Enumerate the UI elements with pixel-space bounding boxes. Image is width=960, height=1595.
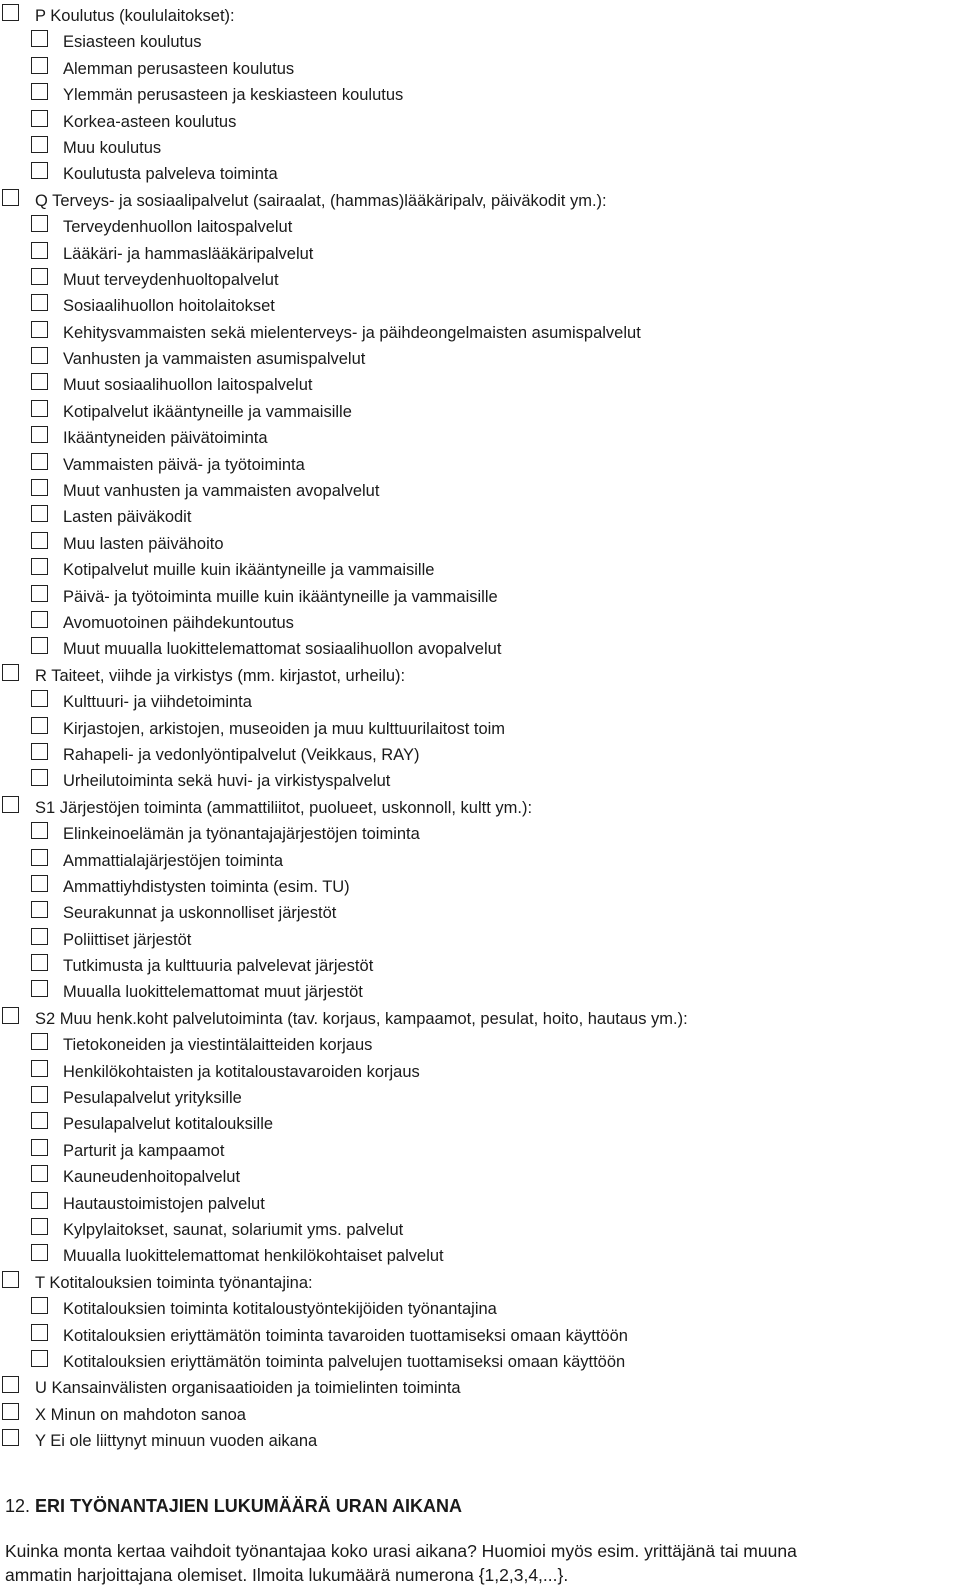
checkbox[interactable] [31,928,48,945]
subcategory-option[interactable] [0,742,960,768]
checkbox[interactable] [2,664,19,681]
option-label: U Kansainvälisten organisaatioiden ja toimielinten toiminta [35,1379,461,1398]
checkbox[interactable] [31,373,48,390]
checkbox[interactable] [31,347,48,364]
checkbox[interactable] [31,558,48,575]
option-label: Muut vanhusten ja vammaisten avopalvelut [63,482,380,501]
category-option[interactable] [0,795,960,821]
option-label: X Minun on mahdoton sanoa [35,1405,246,1424]
checkbox[interactable] [31,215,48,232]
option-label: S2 Muu henk.koht palvelutoiminta (tav. korjaus, kampaamot, pesulat, hoito, hautaus ym.): [35,1009,688,1028]
option-label: Muut terveydenhuoltopalvelut [63,270,279,289]
checkbox[interactable] [31,294,48,311]
checkbox[interactable] [31,743,48,760]
subcategory-option[interactable] [0,241,960,267]
option-label: Vammaisten päivä- ja työtoiminta [63,455,305,474]
subcategory-option[interactable] [0,1032,960,1058]
subcategory-option[interactable] [0,636,960,662]
option-label: Ammattiyhdistysten toiminta (esim. TU) [63,877,350,896]
option-label: Avomuotoinen päihdekuntoutus [63,613,294,632]
subcategory-option[interactable] [0,82,960,108]
subcategory-option[interactable] [0,979,960,1005]
subcategory-option[interactable] [0,56,960,82]
option-label: Kotipalvelut ikääntyneille ja vammaisille [63,402,352,421]
question-line-2: ammatin harjoittajana olemiset. Ilmoita lukumäärä numerona {1,2,3,4,...}. [5,1565,569,1585]
subcategory-option[interactable] [0,1323,960,1349]
option-label: Koulutusta palveleva toiminta [63,165,278,184]
checkbox[interactable] [31,242,48,259]
subcategory-option[interactable] [0,1243,960,1269]
category-option[interactable] [0,1375,960,1401]
category-option[interactable] [0,1428,960,1454]
option-label: Pesulapalvelut kotitalouksille [63,1115,274,1134]
option-label: Ammattialajärjestöjen toiminta [63,851,284,870]
checkbox[interactable] [2,4,19,21]
subcategory-option[interactable] [0,848,960,874]
subcategory-option[interactable] [0,214,960,240]
subcategory-option[interactable] [0,1059,960,1085]
option-label: Muualla luokittelemattomat muut järjestöt [63,983,363,1002]
category-option[interactable] [0,188,960,214]
checkbox[interactable] [31,1244,48,1261]
option-label: Kotitalouksien eriyttämätön toiminta tavaroiden tuottamiseksi omaan käyttöön [63,1326,628,1345]
subcategory-option[interactable] [0,293,960,319]
question-line-1: Kuinka monta kertaa vaihdoit työnantajaa koko urasi aikana? Huomioi myös esim. yrittäjänä tai muuna [5,1541,797,1561]
option-label: Lääkäri- ja hammaslääkäripalvelut [63,244,314,263]
subcategory-option[interactable] [0,320,960,346]
option-label: Kylpylaitokset, saunat, solariumit yms. palvelut [63,1220,404,1239]
checkbox[interactable] [31,717,48,734]
option-label: Sosiaalihuollon hoitolaitokset [63,297,275,316]
checkbox[interactable] [31,769,48,786]
option-label: Parturit ja kampaamot [63,1141,225,1160]
option-label: Kehitysvammaisten sekä mielenterveys- ja päihdeongelmaisten asumispalvelut [63,323,641,342]
option-label: Esiasteen koulutus [63,33,202,52]
subcategory-option[interactable] [0,531,960,557]
checkbox[interactable] [31,110,48,127]
subcategory-option[interactable] [0,504,960,530]
subcategory-option[interactable] [0,267,960,293]
option-label: Muu koulutus [63,138,162,157]
option-label: Tutkimusta ja kulttuuria palvelevat järjestöt [63,957,374,976]
checkbox[interactable] [2,796,19,813]
subcategory-option[interactable] [0,1085,960,1111]
checkbox[interactable] [2,1007,19,1024]
option-label: Q Terveys- ja sosiaalipalvelut (sairaalat, (hammas)lääkäripalv, päiväkodit ym.): [35,191,607,210]
option-label: Kauneudenhoitopalvelut [63,1168,241,1187]
subcategory-option[interactable] [0,346,960,372]
checkbox[interactable] [31,849,48,866]
subcategory-option[interactable] [0,874,960,900]
subcategory-option[interactable] [0,399,960,425]
subcategory-option[interactable] [0,821,960,847]
category-option[interactable] [0,1006,960,1032]
checkbox[interactable] [31,1324,48,1341]
checkbox[interactable] [31,83,48,100]
checkbox[interactable] [31,1060,48,1077]
subcategory-option[interactable] [0,109,960,135]
option-label: S1 Järjestöjen toiminta (ammattiliitot, puolueet, uskonnoll, kultt ym.): [35,798,533,817]
option-label: Kulttuuri- ja viihdetoiminta [63,693,252,712]
subcategory-option[interactable] [0,689,960,715]
subcategory-option[interactable] [0,372,960,398]
subcategory-option[interactable] [0,610,960,636]
subcategory-option[interactable] [0,1164,960,1190]
subcategory-option[interactable] [0,425,960,451]
subcategory-option[interactable] [0,716,960,742]
checkbox[interactable] [31,321,48,338]
checkbox[interactable] [31,400,48,417]
category-option[interactable] [0,663,960,689]
option-label: Muut muualla luokittelemattomat sosiaalihuollon avopalvelut [63,640,502,659]
checkbox-list [0,3,960,1454]
checkbox[interactable] [31,453,48,470]
option-label: Kotipalvelut muille kuin ikääntyneille ja vammaisille [63,561,435,580]
option-label: Ylemmän perusasteen ja keskiasteen koulutus [63,86,404,105]
option-label: Urheilutoiminta sekä huvi- ja virkistyspalvelut [63,772,391,791]
subcategory-option[interactable] [0,1191,960,1217]
subcategory-option[interactable] [0,1111,960,1137]
option-label: Korkea-asteen koulutus [63,112,237,131]
subcategory-option[interactable] [0,29,960,55]
option-label: P Koulutus (koululaitokset): [35,7,235,25]
subcategory-option[interactable] [0,900,960,926]
section-heading [5,1496,462,1517]
subcategory-option[interactable] [0,1349,960,1375]
checkbox[interactable] [31,1218,48,1235]
section-title: ERI TYÖNANTAJIEN LUKUMÄÄRÄ URAN AIKANA [35,1496,463,1516]
subcategory-option[interactable] [0,1296,960,1322]
subcategory-option[interactable] [0,927,960,953]
checkbox[interactable] [31,57,48,74]
option-label: Muu lasten päivähoito [63,534,224,553]
checkbox[interactable] [31,1297,48,1314]
subcategory-option[interactable] [0,768,960,794]
checkbox[interactable] [31,1192,48,1209]
option-label: Seurakunnat ja uskonnolliset järjestöt [63,904,337,923]
option-label: T Kotitalouksien toiminta työnantajina: [35,1273,313,1292]
option-label: Päivä- ja työtoiminta muille kuin ikääntyneille ja vammaisille [63,587,498,606]
section-number: 12. [5,1496,31,1516]
checkbox[interactable] [2,1271,19,1288]
category-option[interactable] [0,1270,960,1296]
checkbox[interactable] [31,532,48,549]
checkbox[interactable] [31,1350,48,1367]
checkbox[interactable] [31,585,48,602]
checkbox[interactable] [31,1139,48,1156]
checkbox[interactable] [31,954,48,971]
checkbox[interactable] [2,1376,19,1393]
checkbox[interactable] [31,690,48,707]
option-label: Poliittiset järjestöt [63,930,192,949]
checkbox[interactable] [31,980,48,997]
option-label: R Taiteet, viihde ja virkistys (mm. kirjastot, urheilu): [35,666,406,685]
option-label: Henkilökohtaisten ja kotitaloustavaroiden korjaus [63,1062,420,1081]
subcategory-option[interactable] [0,1138,960,1164]
option-label: Kirjastojen, arkistojen, museoiden ja muu kulttuurilaitost toim [63,719,506,738]
checkbox[interactable] [31,1112,48,1129]
question-text [5,1539,960,1587]
option-label: Kotitalouksien eriyttämätön toiminta palvelujen tuottamiseksi omaan käyttöön [63,1352,626,1371]
checkbox[interactable] [31,268,48,285]
subcategory-option[interactable] [0,161,960,187]
checkbox[interactable] [31,637,48,654]
checkbox[interactable] [2,189,19,206]
checkbox[interactable] [31,822,48,839]
checkbox[interactable] [2,1429,19,1446]
option-label: Rahapeli- ja vedonlyöntipalvelut (Veikkaus, RAY) [63,745,420,764]
checkbox[interactable] [31,162,48,179]
checkbox[interactable] [31,136,48,153]
checkbox[interactable] [31,875,48,892]
option-label: Elinkeinoelämän ja työnantajajärjestöjen toiminta [63,825,420,844]
checkbox[interactable] [31,901,48,918]
option-label: Hautaustoimistojen palvelut [63,1194,265,1213]
subcategory-option[interactable] [0,452,960,478]
checkbox[interactable] [31,1033,48,1050]
category-option[interactable] [0,1402,960,1428]
option-label: Lasten päiväkodit [63,508,192,527]
subcategory-option[interactable] [0,135,960,161]
subcategory-option[interactable] [0,584,960,610]
option-label: Y Ei ole liittynyt minuun vuoden aikana [35,1432,318,1451]
checkbox[interactable] [31,1165,48,1182]
checkbox[interactable] [31,426,48,443]
checkbox[interactable] [31,30,48,47]
option-label: Terveydenhuollon laitospalvelut [63,218,293,237]
option-label: Vanhusten ja vammaisten asumispalvelut [63,350,366,369]
option-label: Muut sosiaalihuollon laitospalvelut [63,376,313,395]
checkbox[interactable] [31,479,48,496]
option-label: Kotitalouksien toiminta kotitaloustyöntekijöiden työnantajina [63,1300,497,1319]
checkbox[interactable] [31,505,48,522]
checkbox[interactable] [31,611,48,628]
option-label: Muualla luokittelemattomat henkilökohtaiset palvelut [63,1247,444,1266]
checkbox[interactable] [2,1403,19,1420]
checkbox[interactable] [31,1086,48,1103]
option-label: Pesulapalvelut yrityksille [63,1089,242,1108]
option-label: Tietokoneiden ja viestintälaitteiden korjaus [63,1036,373,1055]
subcategory-option[interactable] [0,1217,960,1243]
subcategory-option[interactable] [0,557,960,583]
subcategory-option[interactable] [0,953,960,979]
subcategory-option[interactable] [0,478,960,504]
option-label: Alemman perusasteen koulutus [63,59,295,78]
category-option[interactable] [0,3,960,29]
option-label: Ikääntyneiden päivätoiminta [63,429,268,448]
